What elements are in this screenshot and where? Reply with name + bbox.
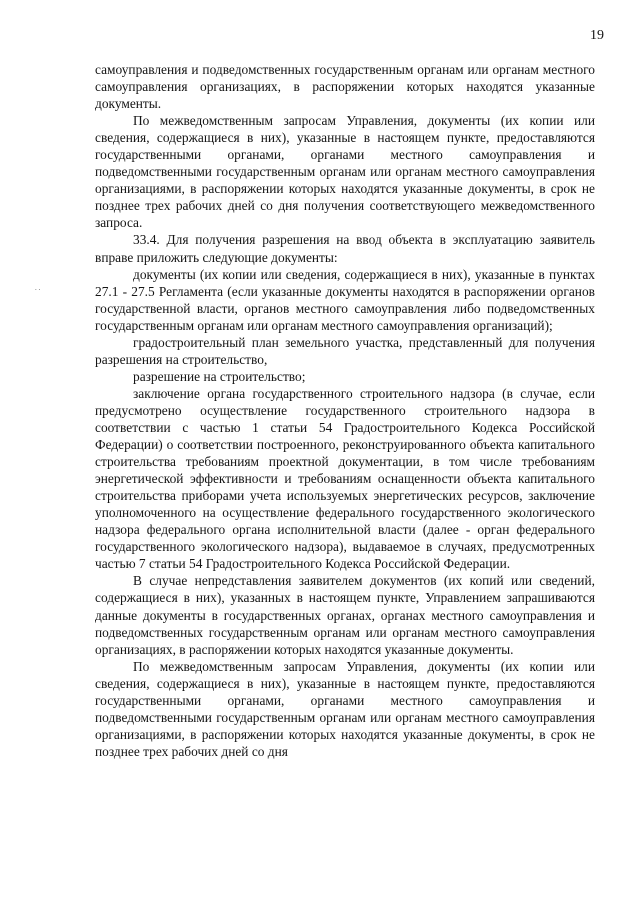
document-body <box>95 61 595 760</box>
paragraph: По межведомственным запросам Управления, документы (их копии или сведения, содержащиеся в них), указанные в настоящем пункте, предоставляются государственными органами, органами местного самоуправления и подведомственными государственным органам или органам местного самоуправления организациями, в распоряжении которых находятся указанные документы, в срок не позднее трех рабочих дней со дня <box>95 658 595 759</box>
paragraph: документы (их копии или сведения, содержащиеся в них), указанные в пунктах 27.1 - 27.5 Регламента (если указанные документы находятся в распоряжении органов государственной власти, органов местного самоуправления либо подведомственных государственным органам или органам местного самоуправления организаций); <box>95 266 595 333</box>
margin-mark: . . <box>35 284 41 292</box>
paragraph: В случае непредставления заявителем документов (их копий или сведений, содержащиеся в них), указанных в настоящем пункте, Управлением запрашиваются данные документы в государственных органах, органах местного самоуправления и подведомственных государственным органам или органам местного самоуправления организациях, в распоряжении которых находятся указанные документы. <box>95 573 595 657</box>
page-number: 19 <box>590 28 604 43</box>
paragraph: разрешение на строительство; <box>133 368 306 384</box>
paragraph: градостроительный план земельного участка, представленный для получения разрешения на строительство, <box>95 334 595 367</box>
paragraph: 33.4. Для получения разрешения на ввод объекта в эксплуатацию заявитель вправе приложить следующие документы: <box>95 232 595 265</box>
paragraph: заключение органа государственного строительного надзора (в случае, если предусмотрено осуществление государственного строительного надзора в соответствии с частью 1 статьи 54 Градостроительного Кодекса Российской Федерации) о соответствии построенного, реконструированного объекта капитального строительства требованиям проектной документации, в том числе требованиям энергетической эффективности и требованиям оснащенности объекта капитального строительства приборами учета используемых энергетических ресурсов, заключение уполномоченного на осуществление федерального государственного экологического надзора федерального органа исполнительной власти (далее - орган федерального государственного экологического надзора), выдаваемое в случаях, предусмотренных частью 7 статьи 54 Градостроительного Кодекса Российской Федерации. <box>95 385 595 572</box>
paragraph: По межведомственным запросам Управления, документы (их копии или сведения, содержащиеся в них), указанные в настоящем пункте, предоставляются государственными органами, органами местного самоуправления и подведомственными государственным органам или органам местного самоуправления организациями, в распоряжении которых находятся указанные документы, в срок не позднее трех рабочих дней со дня получения соответствующего межведомственного запроса. <box>95 113 595 231</box>
paragraph: самоуправления и подведомственных государственным органам или органам местного самоуправления организациях, в распоряжении которых находятся указанные документы. <box>95 62 595 112</box>
